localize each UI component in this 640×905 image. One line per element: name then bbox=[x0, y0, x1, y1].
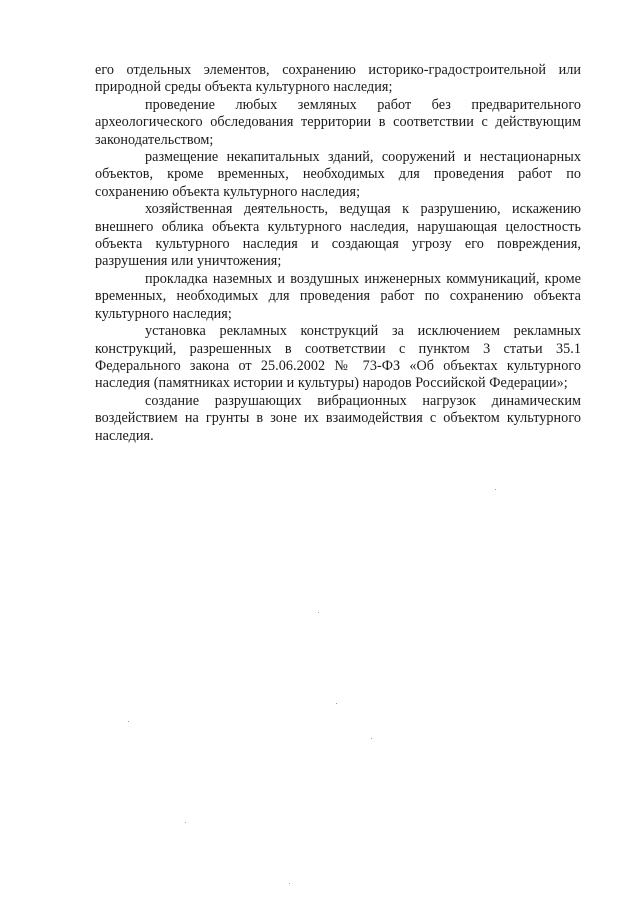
scan-speck bbox=[371, 738, 372, 739]
document-body bbox=[95, 62, 581, 445]
paragraph-temporary-structures: размещение некапитальных зданий, сооружений и нестационарных объектов, кроме временных, необходимых для проведения работ по сохранению объекта культурного наследия; bbox=[95, 149, 581, 200]
paragraph-economic-activity: хозяйственная деятельность, ведущая к разрушению, искажению внешнего облика объекта культурного наследия, нарушающая целостность объекта культурного наследия и создающая угрозу его повреждения, разрушения или уничтожения; bbox=[95, 201, 581, 270]
paragraph-advertising: установка рекламных конструкций за исключением рекламных конструкций, разрешенных в соответствии с пунктом 3 статьи 35.1 Федерального закона от 25.06.2002 № 73-ФЗ «Об объектах культурного наследия (памятниках истории и культуры) народов Российской Федерации»; bbox=[95, 323, 581, 392]
scan-speck bbox=[128, 721, 129, 722]
paragraph-utilities: прокладка наземных и воздушных инженерных коммуникаций, кроме временных, необходимых для проведения работ по сохранению объекта культурного наследия; bbox=[95, 270, 581, 322]
scan-speck bbox=[289, 883, 290, 884]
scan-speck bbox=[495, 489, 496, 490]
paragraph-earthworks: проведение любых земляных работ без предварительного археологического обследования территории в соответствии с действующим законодательством; bbox=[95, 96, 581, 148]
paragraph-vibration-loads: создание разрушающих вибрационных нагрузок динамическим воздействием на грунты в зоне их взаимодействия с объектом культурного наследия. bbox=[95, 392, 581, 444]
paragraph-continuation: его отдельных элементов, сохранению историко-градостроительной или природной среды объекта культурного наследия; bbox=[95, 62, 581, 96]
scan-speck bbox=[185, 822, 186, 823]
scan-speck bbox=[336, 703, 337, 704]
scan-speck bbox=[318, 612, 319, 613]
